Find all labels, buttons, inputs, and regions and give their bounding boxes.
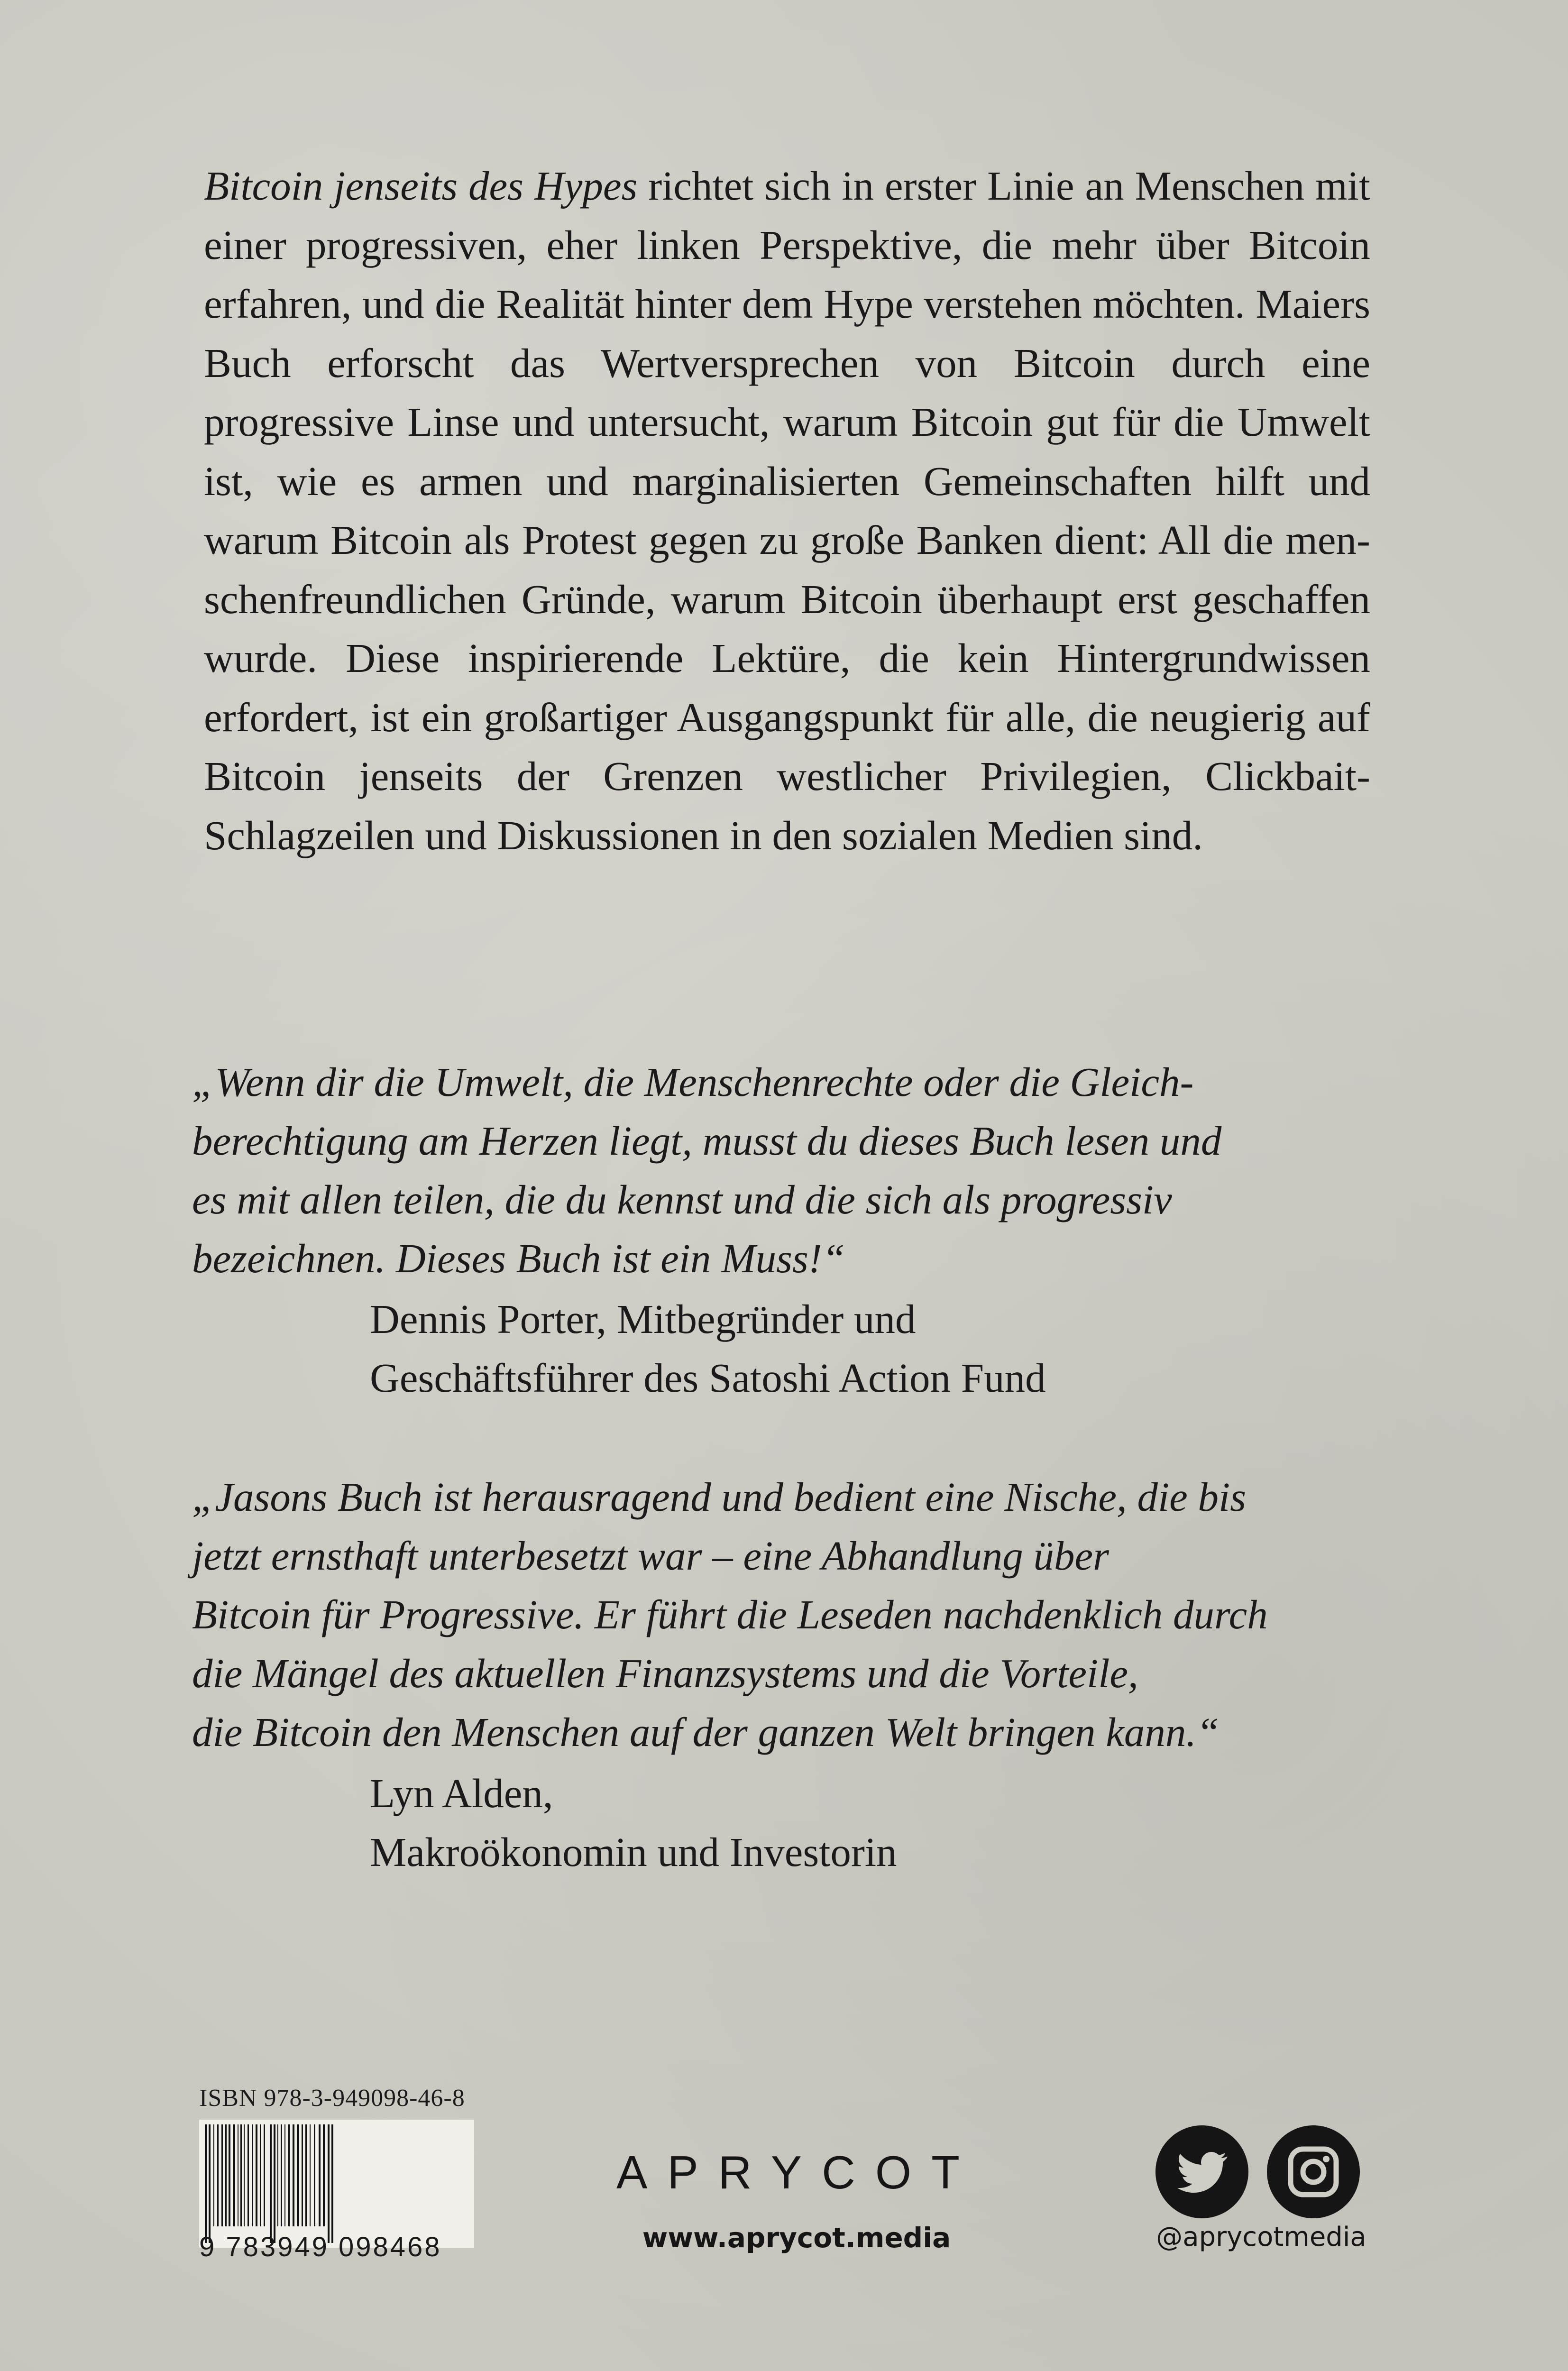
book-title: Bitcoin jenseits des Hypes (204, 163, 638, 209)
barcode-bar (328, 2124, 330, 2243)
publisher-logo: APRYCOT (616, 2146, 980, 2198)
barcode-bar (240, 2124, 242, 2226)
barcode (199, 2120, 474, 2248)
barcode-bar (297, 2124, 299, 2226)
quote-line: es mit allen teilen, die du kennst und die sich als progressiv (192, 1176, 1172, 1222)
barcode-bar (319, 2124, 321, 2226)
testimonial-2 (192, 1468, 1358, 1762)
barcode-bar (302, 2124, 303, 2226)
barcode-bar (288, 2124, 290, 2226)
quote-author-role: Makroökonomin und Investorin (370, 1829, 897, 1875)
testimonial-1 (192, 1053, 1358, 1288)
barcode-bar (281, 2124, 282, 2226)
barcode-bar (229, 2124, 230, 2226)
barcode-bar (284, 2124, 285, 2226)
barcode-bar (225, 2124, 227, 2226)
barcode-bar (233, 2124, 235, 2226)
barcode-bar (217, 2124, 219, 2226)
barcode-bar (310, 2124, 311, 2226)
twitter-icon[interactable] (1155, 2124, 1249, 2219)
barcode-bar (293, 2124, 294, 2226)
barcode-bar (331, 2124, 333, 2243)
barcode-bar (244, 2124, 245, 2226)
barcode-bar (305, 2124, 307, 2226)
barcode-bar (260, 2124, 261, 2226)
barcode-bar (213, 2124, 214, 2226)
barcode-bar (314, 2124, 315, 2226)
quote-line: die Mängel des aktuellen Finanzsystems und die Vorteile, (192, 1650, 1138, 1696)
publisher-url[interactable]: www.aprycot.media (642, 2222, 951, 2254)
quote-line: „Wenn dir die Umwelt, die Menschenrechte oder die Gleich- (192, 1059, 1194, 1105)
barcode-bar (274, 2124, 275, 2243)
quote-line: jetzt ernsthaft unterbesetzt war – eine Abhandlung über (192, 1533, 1110, 1579)
instagram-icon[interactable] (1266, 2124, 1361, 2219)
barcode-bar (264, 2124, 265, 2226)
barcode-bar (205, 2124, 207, 2243)
barcode-bar (221, 2124, 223, 2226)
quote-line: „Jasons Buch ist herausragend und bedient eine Nische, die bis (192, 1474, 1247, 1520)
barcode-bar (209, 2124, 211, 2243)
barcode-bar (270, 2124, 272, 2243)
testimonial-2-attribution (370, 1764, 1366, 1882)
quote-line: Bitcoin für Progressive. Er führt die Leseden nachdenklich durch (192, 1591, 1268, 1637)
social-handle[interactable]: @aprycotmedia (1156, 2222, 1366, 2252)
quote-author: Dennis Porter, Mitbegründer und (370, 1296, 916, 1342)
barcode-bar (248, 2124, 249, 2226)
barcode-digits: 9 783949 098468 (199, 2232, 442, 2262)
quote-line: die Bitcoin den Menschen auf der ganzen Welt bringen kann.“ (192, 1709, 1220, 1755)
barcode-bar (256, 2124, 257, 2226)
book-description (204, 156, 1370, 865)
description-text: richtet sich in erster Linie an Menschen mit einer progressiven, eher linken Perspektive, die mehr über Bitcoin erfahren, und die Realität hinter dem Hype verstehen möchten. Maiers Buch erforscht das Wertversprechen von Bitcoin durch eine progressive Linse und untersucht, warum Bitcoin gut für die Umwelt ist, wie es armen und marginalisierten Gemeinschaften hilft und warum Bitcoin als Protest gegen zu große Banken dient: All die menschenfreundlichen Gründe, warum Bitcoin überhaupt erst geschaffen wurde. Diese inspirierende Lektüre, die kein Hintergrundwissen erfordert, ist ein großartiger Ausgangspunkt für alle, die neugierig auf Bitcoin jenseits der Grenzen westlicher Privilegien, Clickbait-Schlagzeilen und Diskussionen in den sozialen Medien sind. (204, 163, 1371, 858)
barcode-bar (252, 2124, 253, 2226)
quote-line: berechtigung am Herzen liegt, musst du dieses Buch lesen und (192, 1118, 1222, 1164)
quote-line: bezeichnen. Dieses Buch ist ein Muss!“ (192, 1235, 845, 1281)
quote-author-role: Geschäftsführer des Satoshi Action Fund (370, 1355, 1046, 1401)
barcode-bar (277, 2124, 278, 2226)
quote-author: Lyn Alden, (370, 1770, 553, 1816)
testimonial-1-attribution (370, 1290, 1366, 1407)
barcode-bar (323, 2124, 325, 2226)
isbn-label: ISBN 978-3-949098-46-8 (199, 2085, 465, 2112)
